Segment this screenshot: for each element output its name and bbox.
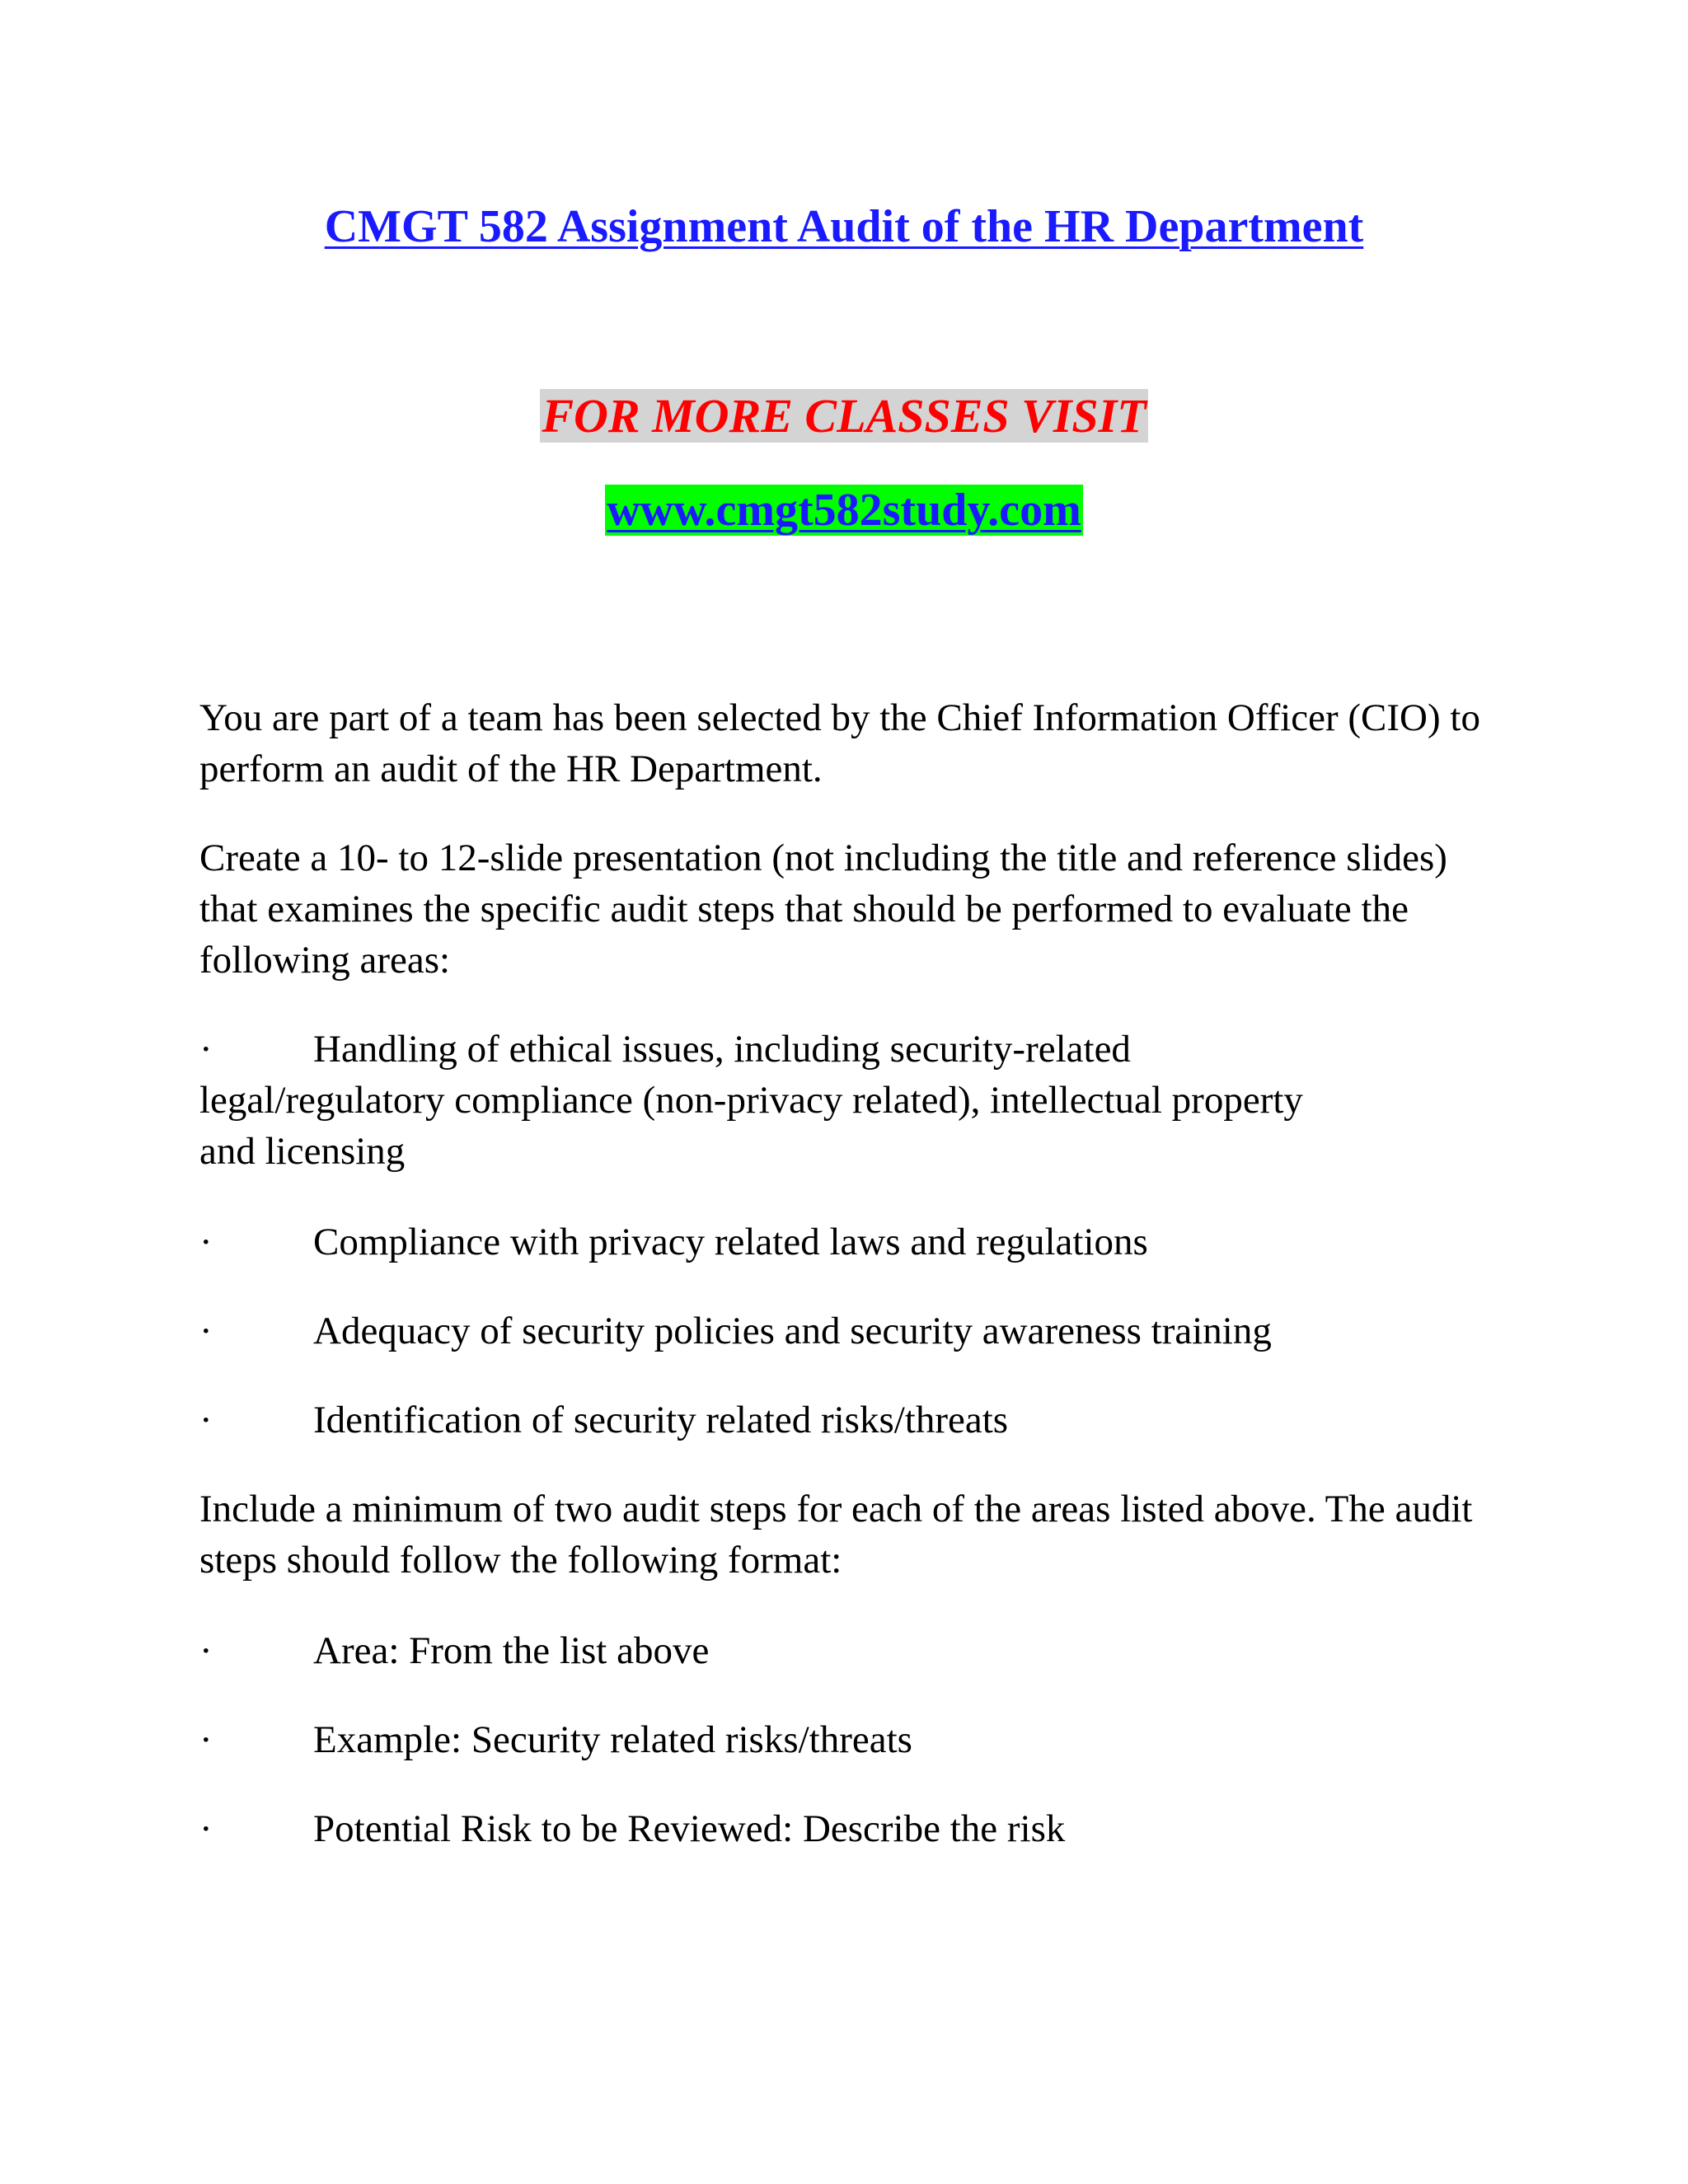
area-item-policies (199, 1305, 1485, 1357)
format-item-area (199, 1625, 1485, 1676)
area-text: and licensing (199, 1130, 406, 1173)
bullet-marker: · (199, 1807, 213, 1850)
area-text: Handling of ethical issues, including security-related (313, 1028, 1131, 1071)
format-item-example (199, 1714, 1485, 1765)
area-item-ethics-line3 (199, 1126, 1485, 1177)
instructions-paragraph (199, 832, 1485, 986)
format-intro-text: Include a minimum of two audit steps for each of the areas listed above. The audit steps should follow the following format: (199, 1488, 1473, 1582)
format-text: Example: Security related risks/threats (313, 1718, 912, 1761)
bullet-marker: · (199, 1310, 213, 1352)
instructions-text: Create a 10- to 12-slide presentation (not including the title and reference slides) that examines the specific audit steps that should be performed to evaluate the following areas: (199, 837, 1447, 982)
title-link[interactable]: CMGT 582 Assignment Audit of the HR Department (324, 201, 1364, 252)
area-item-ethics (199, 1024, 1485, 1075)
area-item-privacy (199, 1216, 1485, 1268)
area-item-ethics-line2 (199, 1075, 1485, 1126)
area-text: legal/regulatory compliance (non-privacy related), intellectual property (199, 1079, 1303, 1122)
website-banner (0, 481, 1688, 539)
website-link[interactable]: www.cmgt582study.com (607, 485, 1081, 536)
document-title (0, 198, 1688, 255)
promo-banner (0, 387, 1688, 445)
area-text: Adequacy of security policies and security awareness training (313, 1310, 1272, 1352)
intro-paragraph (199, 692, 1485, 794)
intro-text: You are part of a team has been selected by the Chief Information Officer (CIO) to perform an audit of the HR Department. (199, 696, 1480, 790)
format-text: Area: From the list above (313, 1629, 710, 1672)
bullet-marker: · (199, 1718, 213, 1761)
bullet-marker: · (199, 1221, 213, 1263)
bullet-marker: · (199, 1399, 213, 1441)
format-item-risk (199, 1803, 1485, 1854)
area-text: Compliance with privacy related laws and regulations (313, 1221, 1148, 1263)
bullet-marker: · (199, 1629, 213, 1672)
promo-text: FOR MORE CLASSES VISIT (542, 389, 1146, 443)
bullet-marker: · (199, 1028, 213, 1071)
format-text: Potential Risk to be Reviewed: Describe the risk (313, 1807, 1066, 1850)
area-item-risks (199, 1394, 1485, 1446)
format-paragraph (199, 1483, 1485, 1586)
area-text: Identification of security related risks/threats (313, 1399, 1009, 1441)
